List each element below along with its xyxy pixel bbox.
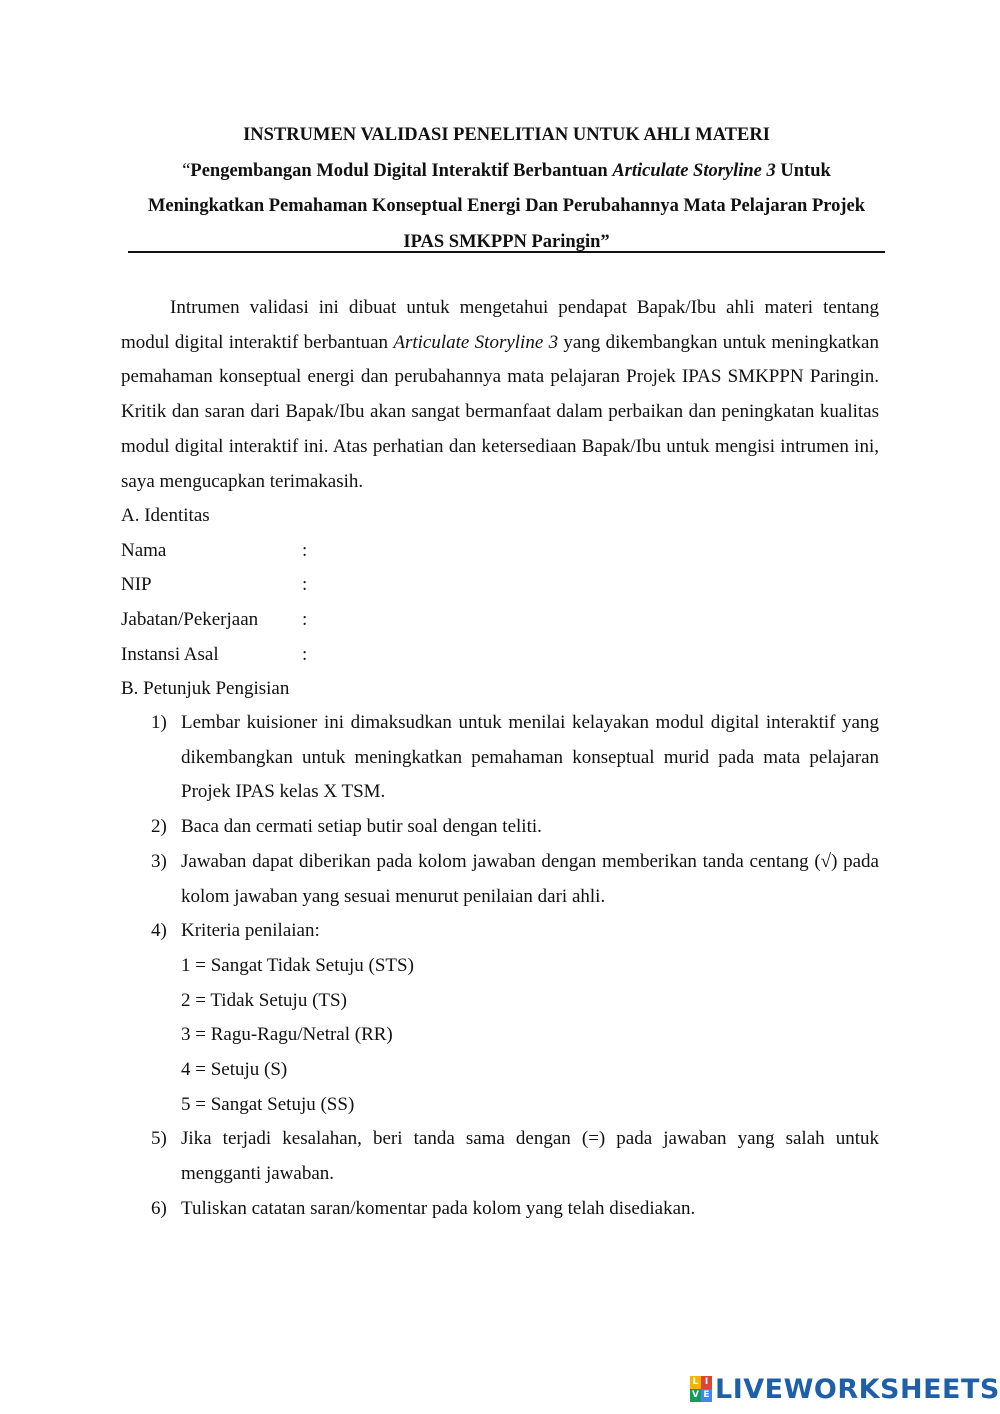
list-item-text: Tuliskan catatan saran/komentar pada kolom yang telah disediakan. bbox=[181, 1197, 696, 1219]
document-header bbox=[128, 118, 885, 260]
criteria-item: 2 = Tidak Setuju (TS) bbox=[181, 989, 347, 1011]
instructions-list bbox=[121, 706, 879, 1227]
list-item-number: 4) bbox=[151, 920, 167, 942]
list-item bbox=[121, 706, 879, 810]
document-subtitle bbox=[128, 154, 885, 261]
list-item bbox=[121, 914, 879, 1122]
intro-italic: Articulate Storyline 3 bbox=[393, 331, 559, 353]
list-item-text: Baca dan cermati setiap butir soal dengan teliti. bbox=[181, 816, 542, 838]
intro-paragraph bbox=[121, 291, 879, 499]
identity-label: Instansi Asal bbox=[121, 644, 219, 665]
intro-part-2: yang dikembangkan untuk meningkatkan pemahaman konseptual energi dan perubahannya mata pelajaran Projek IPAS SMKPPN Paringin. Kritik dan saran dari Bapak/Ibu akan sangat bermanfaat dalam perbaikan dan peningkatan kualitas modul digital interaktif ini. Atas perhatian dan ketersediaan Bapak/Ibu untuk mengisi intrumen ini, saya mengucapkan terimakasih. bbox=[121, 331, 879, 492]
list-item bbox=[121, 845, 879, 914]
identity-label: Jabatan/Pekerjaan bbox=[121, 609, 259, 630]
logo-letter-i: I bbox=[701, 1376, 712, 1389]
list-item-text: Jika terjadi kesalahan, beri tanda sama dengan (=) pada jawaban yang salah untuk mengganti jawaban. bbox=[181, 1128, 879, 1185]
list-item-number: 5) bbox=[151, 1128, 167, 1150]
criteria-item: 4 = Setuju (S) bbox=[181, 1059, 288, 1081]
identity-label: Nama bbox=[121, 540, 167, 561]
list-item-number: 1) bbox=[151, 712, 167, 733]
intro-part-1: Intrumen validasi ini dibuat untuk mengetahui pendapat Bapak/Ibu ahli materi tentang modul digital interaktif berbantuan bbox=[121, 297, 879, 353]
criteria-item: 1 = Sangat Tidak Setuju (STS) bbox=[181, 954, 414, 976]
header-divider bbox=[128, 251, 885, 253]
subtitle-part-1: Pengembangan Modul Digital Interaktif Berbantuan bbox=[190, 160, 613, 181]
list-item-text: Kriteria penilaian: bbox=[181, 920, 320, 942]
instructions-heading: B. Petunjuk Pengisian bbox=[121, 678, 290, 699]
list-item bbox=[121, 810, 879, 845]
identity-heading: A. Identitas bbox=[121, 505, 210, 526]
criteria-item: 5 = Sangat Setuju (SS) bbox=[181, 1093, 355, 1115]
logo-letter-e: E bbox=[701, 1389, 712, 1402]
criteria-item: 3 = Ragu-Ragu/Netral (RR) bbox=[181, 1024, 393, 1046]
logo-letter-l: L bbox=[690, 1376, 701, 1389]
identity-colon: : bbox=[302, 609, 308, 630]
list-item-text: Lembar kuisioner ini dimaksudkan untuk menilai kelayakan modul digital interaktif yang dikembangkan untuk meningkatkan pemahaman konseptual murid pada mata pelajaran Projek IPAS kelas X TSM. bbox=[181, 712, 879, 803]
list-item bbox=[121, 1192, 879, 1227]
subtitle-italic: Articulate Storyline 3 bbox=[612, 160, 776, 181]
document-title: INSTRUMEN VALIDASI PENELITIAN UNTUK AHLI MATERI bbox=[243, 125, 770, 145]
list-item-number: 6) bbox=[151, 1197, 167, 1219]
list-item bbox=[121, 1122, 879, 1191]
list-item-number: 3) bbox=[151, 850, 167, 872]
identity-colon: : bbox=[302, 574, 308, 595]
logo-wordmark: LIVEWORKSHEETS bbox=[715, 1373, 1000, 1405]
subtitle-open-quote: “ bbox=[182, 160, 191, 181]
list-item-text: Jawaban dapat diberikan pada kolom jawaban dengan memberikan tanda centang (√) pada kolom jawaban yang sesuai menurut penilaian dari ahli. bbox=[181, 850, 879, 907]
identity-colon: : bbox=[302, 540, 308, 561]
subtitle-part-2: Untuk Meningkatkan Pemahaman Konseptual Energi Dan Perubahannya Mata Pelajaran Projek IPAS SMKPPN Paringin” bbox=[147, 160, 866, 252]
liveworksheets-logo[interactable] bbox=[690, 1373, 1000, 1405]
liveworksheets-mark-icon bbox=[690, 1376, 712, 1402]
identity-label: NIP bbox=[121, 574, 152, 595]
identity-colon: : bbox=[302, 644, 308, 665]
logo-letter-v: V bbox=[690, 1389, 701, 1402]
list-item-number: 2) bbox=[151, 816, 167, 838]
